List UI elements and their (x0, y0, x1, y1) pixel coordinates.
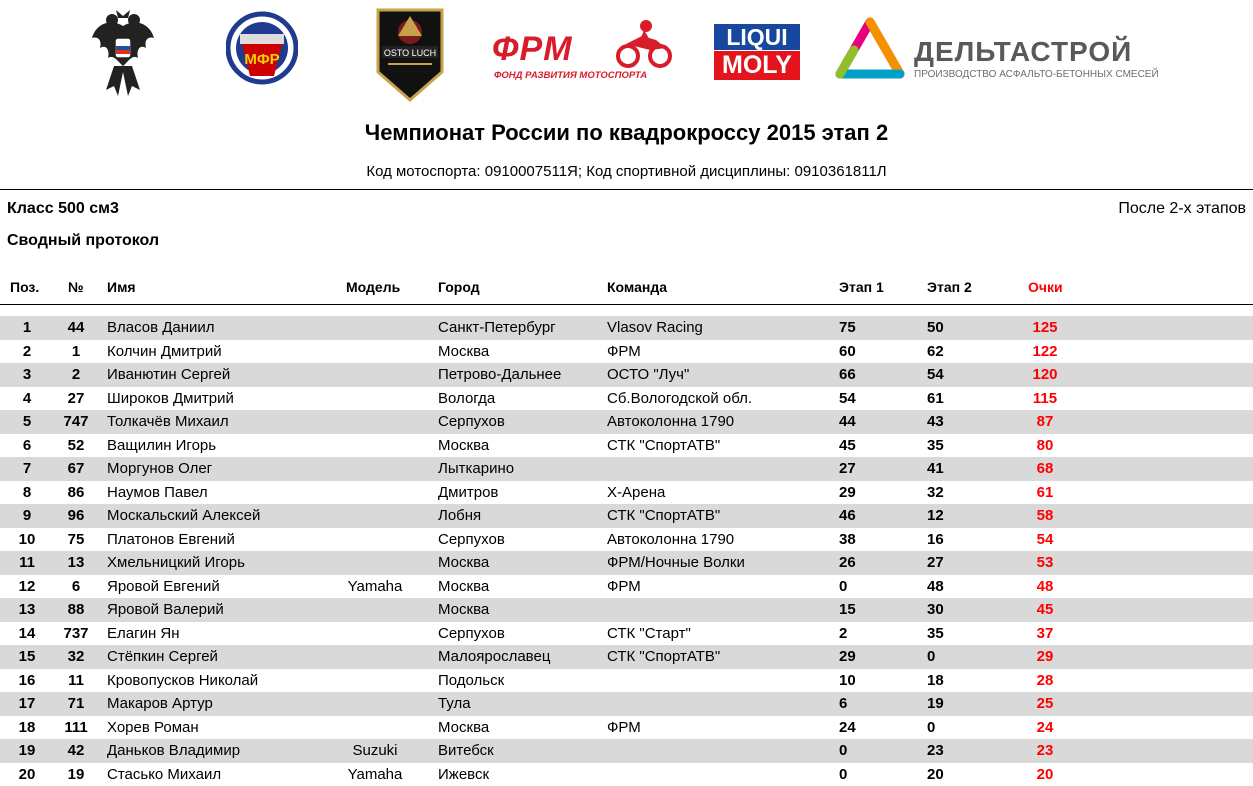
cell-team: Vlasov Racing (607, 319, 703, 336)
cell-stage1: 27 (839, 460, 856, 477)
cell-points: 53 (1020, 554, 1070, 571)
table-row (0, 716, 1253, 740)
cell-name: Яровой Евгений (107, 578, 220, 595)
cell-city: Тула (438, 695, 471, 712)
cell-position: 14 (10, 625, 44, 642)
cell-team: Автоколонна 1790 (607, 531, 734, 548)
table-row (0, 622, 1253, 646)
cell-city: Подольск (438, 672, 504, 689)
cell-number: 11 (56, 672, 96, 689)
deltastroy-emblem-icon (834, 16, 906, 88)
cell-points: 20 (1020, 766, 1070, 783)
results-table (0, 316, 1253, 786)
cell-points: 122 (1020, 343, 1070, 360)
table-row (0, 340, 1253, 364)
osto-logo-text: OSTO LUCH (384, 48, 436, 58)
cell-city: Серпухов (438, 531, 505, 548)
cell-points: 120 (1020, 366, 1070, 383)
cell-model: Suzuki (340, 742, 410, 759)
cell-stage2: 27 (927, 554, 944, 571)
cell-number: 96 (56, 507, 96, 524)
liqui-text: LIQUI (714, 24, 800, 50)
cell-team: Автоколонна 1790 (607, 413, 734, 430)
cell-stage2: 50 (927, 319, 944, 336)
cell-position: 3 (10, 366, 44, 383)
cell-points: 68 (1020, 460, 1070, 477)
cell-points: 48 (1020, 578, 1070, 595)
cell-points: 37 (1020, 625, 1070, 642)
cell-city: Витебск (438, 742, 494, 759)
cell-stage2: 62 (927, 343, 944, 360)
cell-team: СТК "СпортАТВ" (607, 507, 720, 524)
cell-name: Платонов Евгений (107, 531, 235, 548)
cell-position: 4 (10, 390, 44, 407)
page-title: Чемпионат России по квадрокроссу 2015 этап 2 (0, 120, 1253, 146)
cell-position: 2 (10, 343, 44, 360)
table-row (0, 434, 1253, 458)
cell-position: 19 (10, 742, 44, 759)
coat-of-arms-logo (88, 8, 158, 100)
col-stage1: Этап 1 (839, 279, 884, 295)
cell-number: 6 (56, 578, 96, 595)
table-row (0, 387, 1253, 411)
cell-city: Москва (438, 554, 489, 571)
cell-city: Санкт-Петербург (438, 319, 556, 336)
cell-number: 42 (56, 742, 96, 759)
cell-stage1: 10 (839, 672, 856, 689)
table-row (0, 528, 1253, 552)
cell-stage2: 20 (927, 766, 944, 783)
cell-number: 747 (56, 413, 96, 430)
cell-name: Моргунов Олег (107, 460, 212, 477)
cell-number: 44 (56, 319, 96, 336)
cell-position: 10 (10, 531, 44, 548)
col-stage2: Этап 2 (927, 279, 972, 295)
cell-city: Москва (438, 601, 489, 618)
cell-name: Иванютин Сергей (107, 366, 230, 383)
cell-stage2: 48 (927, 578, 944, 595)
cell-team: ОСТО "Луч" (607, 366, 689, 383)
cell-position: 16 (10, 672, 44, 689)
table-row (0, 598, 1253, 622)
cell-stage2: 54 (927, 366, 944, 383)
table-row (0, 692, 1253, 716)
cell-stage1: 29 (839, 648, 856, 665)
cell-stage1: 38 (839, 531, 856, 548)
cell-name: Власов Даниил (107, 319, 215, 336)
cell-name: Толкачёв Михаил (107, 413, 229, 430)
cell-position: 7 (10, 460, 44, 477)
cell-name: Хмельницкий Игорь (107, 554, 245, 571)
cell-number: 52 (56, 437, 96, 454)
cell-stage2: 0 (927, 719, 935, 736)
cell-city: Москва (438, 719, 489, 736)
cell-position: 1 (10, 319, 44, 336)
cell-number: 71 (56, 695, 96, 712)
table-row (0, 410, 1253, 434)
mfr-logo-text: МФР (244, 51, 279, 68)
cell-stage1: 24 (839, 719, 856, 736)
cell-number: 75 (56, 531, 96, 548)
osto-luch-logo (374, 6, 446, 104)
table-row (0, 504, 1253, 528)
cell-number: 32 (56, 648, 96, 665)
cell-stage2: 61 (927, 390, 944, 407)
moly-text: MOLY (714, 51, 800, 80)
cell-points: 87 (1020, 413, 1070, 430)
cell-number: 88 (56, 601, 96, 618)
cell-team: ФРМ (607, 343, 641, 360)
cell-position: 11 (10, 554, 44, 571)
sport-code-line: Код мотоспорта: 0910007511Я; Код спортивной дисциплины: 0910361811Л (0, 163, 1253, 180)
cell-stage2: 0 (927, 648, 935, 665)
cell-stage1: 0 (839, 742, 847, 759)
cell-stage1: 15 (839, 601, 856, 618)
table-row (0, 363, 1253, 387)
cell-name: Ващилин Игорь (107, 437, 216, 454)
table-header (0, 279, 1253, 299)
cell-points: 58 (1020, 507, 1070, 524)
cell-stage1: 60 (839, 343, 856, 360)
cell-position: 18 (10, 719, 44, 736)
frm-logo-subtitle: ФОНД РАЗВИТИЯ МОТОСПОРТА (494, 70, 647, 81)
frm-logo (492, 30, 677, 86)
table-row (0, 457, 1253, 481)
col-model: Модель (346, 279, 400, 295)
cell-points: 115 (1020, 390, 1070, 407)
table-row (0, 645, 1253, 669)
cell-stage1: 45 (839, 437, 856, 454)
cell-points: 23 (1020, 742, 1070, 759)
cell-stage1: 2 (839, 625, 847, 642)
cell-team: Х-Арена (607, 484, 665, 501)
cell-stage2: 43 (927, 413, 944, 430)
cell-city: Лобня (438, 507, 481, 524)
cell-stage1: 44 (839, 413, 856, 430)
cell-position: 17 (10, 695, 44, 712)
cell-stage2: 23 (927, 742, 944, 759)
cell-position: 13 (10, 601, 44, 618)
cell-city: Ижевск (438, 766, 489, 783)
cell-stage1: 66 (839, 366, 856, 383)
cell-position: 8 (10, 484, 44, 501)
cell-points: 80 (1020, 437, 1070, 454)
cell-team: ФРМ/Ночные Волки (607, 554, 745, 571)
cell-number: 737 (56, 625, 96, 642)
logo-strip (0, 0, 1253, 110)
cell-name: Москальский Алексей (107, 507, 260, 524)
cell-number: 27 (56, 390, 96, 407)
col-city: Город (438, 279, 480, 295)
header-divider (0, 304, 1253, 305)
cell-model: Yamaha (340, 766, 410, 783)
cell-name: Хорев Роман (107, 719, 199, 736)
cell-points: 54 (1020, 531, 1070, 548)
cell-name: Колчин Дмитрий (107, 343, 222, 360)
cell-stage2: 35 (927, 625, 944, 642)
cell-stage2: 32 (927, 484, 944, 501)
cell-position: 6 (10, 437, 44, 454)
cell-number: 67 (56, 460, 96, 477)
cell-team: СТК "СпортАТВ" (607, 648, 720, 665)
cell-position: 9 (10, 507, 44, 524)
cell-city: Москва (438, 343, 489, 360)
cell-position: 20 (10, 766, 44, 783)
cell-city: Серпухов (438, 413, 505, 430)
cell-name: Наумов Павел (107, 484, 208, 501)
col-name: Имя (107, 279, 136, 295)
cell-number: 2 (56, 366, 96, 383)
cell-points: 25 (1020, 695, 1070, 712)
cell-position: 5 (10, 413, 44, 430)
cell-points: 28 (1020, 672, 1070, 689)
cell-points: 24 (1020, 719, 1070, 736)
cell-number: 19 (56, 766, 96, 783)
cell-name: Кровопусков Николай (107, 672, 258, 689)
summary-protocol-label: Сводный протокол (7, 232, 159, 250)
cell-city: Москва (438, 437, 489, 454)
col-points: Очки (1028, 279, 1063, 295)
cell-name: Стёпкин Сергей (107, 648, 218, 665)
cell-stage1: 54 (839, 390, 856, 407)
cell-city: Вологда (438, 390, 495, 407)
cell-city: Малоярославец (438, 648, 550, 665)
liqui-moly-logo (714, 24, 800, 80)
mfr-federation-logo (226, 6, 298, 100)
table-row (0, 669, 1253, 693)
cell-city: Серпухов (438, 625, 505, 642)
divider (0, 189, 1253, 190)
col-team: Команда (607, 279, 667, 295)
cell-stage1: 26 (839, 554, 856, 571)
cell-stage2: 19 (927, 695, 944, 712)
cell-city: Дмитров (438, 484, 498, 501)
cell-number: 1 (56, 343, 96, 360)
cell-name: Яровой Валерий (107, 601, 224, 618)
deltastroy-subtitle: ПРОИЗВОДСТВО АСФАЛЬТО-БЕТОННЫХ СМЕСЕЙ (914, 69, 1159, 80)
cell-team: СТК "СпортАТВ" (607, 437, 720, 454)
after-stages-label: После 2-х этапов (1118, 200, 1246, 218)
table-row (0, 575, 1253, 599)
cell-points: 125 (1020, 319, 1070, 336)
quad-bike-icon (614, 18, 674, 68)
frm-logo-text: ФРМ (492, 30, 573, 69)
table-row (0, 763, 1253, 786)
cell-name: Даньков Владимир (107, 742, 240, 759)
table-row (0, 551, 1253, 575)
cell-name: Широков Дмитрий (107, 390, 234, 407)
cell-city: Лыткарино (438, 460, 514, 477)
class-label: Класс 500 см3 (7, 200, 119, 218)
cell-name: Елагин Ян (107, 625, 180, 642)
cell-number: 111 (56, 719, 96, 736)
cell-stage1: 0 (839, 766, 847, 783)
cell-model: Yamaha (340, 578, 410, 595)
cell-number: 13 (56, 554, 96, 571)
cell-city: Петрово-Дальнее (438, 366, 561, 383)
cell-team: СТК "Старт" (607, 625, 691, 642)
deltastroy-name: ДЕЛЬТАСТРОЙ (914, 36, 1132, 68)
table-row (0, 481, 1253, 505)
cell-stage1: 0 (839, 578, 847, 595)
cell-name: Стасько Михаил (107, 766, 221, 783)
cell-stage1: 75 (839, 319, 856, 336)
cell-team: ФРМ (607, 578, 641, 595)
cell-number: 86 (56, 484, 96, 501)
cell-stage2: 35 (927, 437, 944, 454)
cell-points: 29 (1020, 648, 1070, 665)
cell-name: Макаров Артур (107, 695, 213, 712)
cell-city: Москва (438, 578, 489, 595)
cell-stage1: 29 (839, 484, 856, 501)
cell-stage2: 16 (927, 531, 944, 548)
table-row (0, 739, 1253, 763)
cell-stage2: 18 (927, 672, 944, 689)
cell-position: 12 (10, 578, 44, 595)
cell-points: 45 (1020, 601, 1070, 618)
cell-stage2: 12 (927, 507, 944, 524)
cell-stage2: 41 (927, 460, 944, 477)
cell-stage2: 30 (927, 601, 944, 618)
cell-position: 15 (10, 648, 44, 665)
col-position: Поз. (10, 279, 39, 295)
cell-stage1: 6 (839, 695, 847, 712)
cell-team: Сб.Вологодской обл. (607, 390, 752, 407)
col-number: № (68, 279, 84, 295)
cell-team: ФРМ (607, 719, 641, 736)
cell-stage1: 46 (839, 507, 856, 524)
table-row (0, 316, 1253, 340)
cell-points: 61 (1020, 484, 1070, 501)
